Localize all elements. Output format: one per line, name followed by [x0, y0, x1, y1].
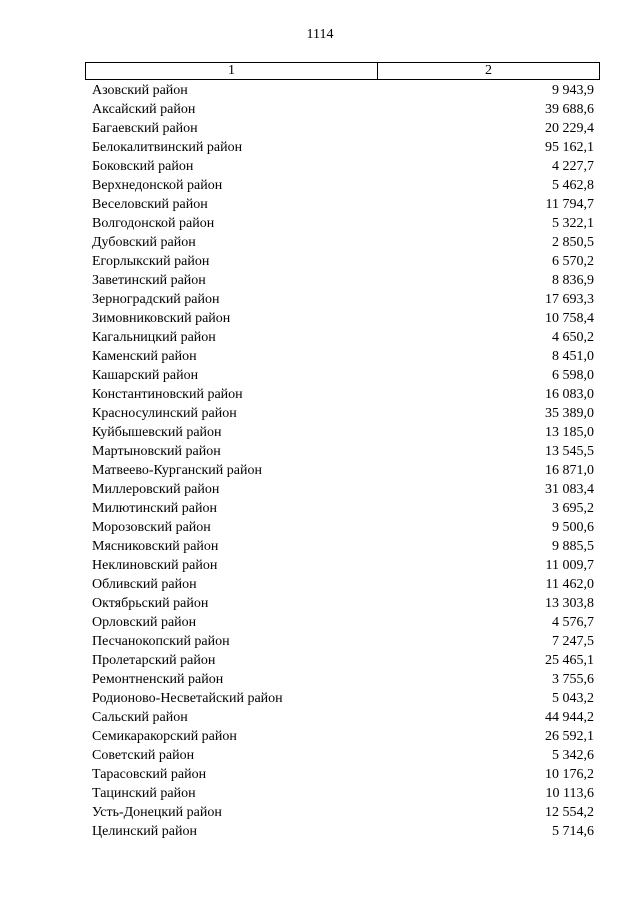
table-row [85, 632, 600, 651]
district-name: Заветинский район [92, 273, 206, 288]
district-value: 8 451,0 [552, 349, 594, 364]
table-row [85, 480, 600, 499]
district-name: Обливский район [92, 577, 197, 592]
district-name: Красносулинский район [92, 406, 237, 421]
district-value: 16 871,0 [545, 463, 594, 478]
district-name: Ремонтненский район [92, 672, 224, 687]
table-row [85, 100, 600, 119]
district-name: Куйбышевский район [92, 425, 222, 440]
district-value: 39 688,6 [545, 102, 594, 117]
district-value: 11 009,7 [545, 558, 594, 573]
district-name: Дубовский район [92, 235, 196, 250]
district-value: 9 500,6 [552, 520, 594, 535]
district-value: 11 794,7 [545, 197, 594, 212]
district-value: 31 083,4 [545, 482, 594, 497]
table-row [85, 176, 600, 195]
district-name: Семикаракорский район [92, 729, 237, 744]
table-row [85, 385, 600, 404]
district-value: 4 650,2 [552, 330, 594, 345]
table-row [85, 803, 600, 822]
district-name: Тацинский район [92, 786, 196, 801]
district-value: 11 462,0 [545, 577, 594, 592]
table-row [85, 689, 600, 708]
district-value: 25 465,1 [545, 653, 594, 668]
district-value: 9 885,5 [552, 539, 594, 554]
table-row [85, 784, 600, 803]
district-name: Орловский район [92, 615, 197, 630]
table-row [85, 347, 600, 366]
district-name: Родионово-Несветайский район [92, 691, 283, 706]
table-row [85, 271, 600, 290]
table-row [85, 575, 600, 594]
district-name: Аксайский район [92, 102, 196, 117]
district-name: Песчанокопский район [92, 634, 230, 649]
district-value: 5 342,6 [552, 748, 594, 763]
district-name: Неклиновский район [92, 558, 218, 573]
district-value: 7 247,5 [552, 634, 594, 649]
district-name: Миллеровский район [92, 482, 220, 497]
table-row [85, 195, 600, 214]
district-value: 35 389,0 [545, 406, 594, 421]
table-row [85, 423, 600, 442]
district-value: 10 176,2 [545, 767, 594, 782]
district-name: Волгодонской район [92, 216, 215, 231]
table-row [85, 765, 600, 784]
table-row [85, 499, 600, 518]
table-row [85, 461, 600, 480]
district-name: Тарасовский район [92, 767, 207, 782]
district-name: Веселовский район [92, 197, 208, 212]
district-name: Усть-Донецкий район [92, 805, 222, 820]
district-name: Кагальницкий район [92, 330, 216, 345]
table-row [85, 138, 600, 157]
district-name: Азовский район [92, 83, 188, 98]
district-name: Зимовниковский район [92, 311, 231, 326]
district-value: 95 162,1 [545, 140, 594, 155]
table-row [85, 594, 600, 613]
page-number: 1114 [306, 27, 334, 42]
table-row [85, 670, 600, 689]
district-value: 5 714,6 [552, 824, 594, 839]
table-row [85, 328, 600, 347]
district-name: Зерноградский район [92, 292, 220, 307]
district-value: 3 755,6 [552, 672, 594, 687]
district-name: Кашарский район [92, 368, 199, 383]
table-row [85, 613, 600, 632]
district-value: 9 943,9 [552, 83, 594, 98]
column-header-2: 2 [485, 63, 492, 78]
district-value: 5 043,2 [552, 691, 594, 706]
table-row [85, 556, 600, 575]
district-value: 13 545,5 [545, 444, 594, 459]
column-header-1: 1 [86, 63, 378, 79]
district-name: Боковский район [92, 159, 194, 174]
district-name: Мартыновский район [92, 444, 221, 459]
district-value: 13 185,0 [545, 425, 594, 440]
table-row [85, 252, 600, 271]
district-name: Октябрьский район [92, 596, 209, 611]
district-value: 5 462,8 [552, 178, 594, 193]
district-value: 44 944,2 [545, 710, 594, 725]
table-row [85, 442, 600, 461]
district-name: Верхнедонской район [92, 178, 223, 193]
district-name: Пролетарский район [92, 653, 216, 668]
district-name: Сальский район [92, 710, 188, 725]
table-row [85, 537, 600, 556]
table-row [85, 309, 600, 328]
district-value: 26 592,1 [545, 729, 594, 744]
table-row [85, 81, 600, 100]
table-row [85, 727, 600, 746]
table-row [85, 233, 600, 252]
district-name: Мясниковский район [92, 539, 219, 554]
table-header [85, 62, 600, 80]
district-name: Морозовский район [92, 520, 211, 535]
district-value: 10 758,4 [545, 311, 594, 326]
district-name: Белокалитвинский район [92, 140, 243, 155]
table-row [85, 366, 600, 385]
district-value: 6 570,2 [552, 254, 594, 269]
district-name: Егорлыкский район [92, 254, 210, 269]
district-value: 20 229,4 [545, 121, 594, 136]
district-value: 4 227,7 [552, 159, 594, 174]
district-value: 5 322,1 [552, 216, 594, 231]
table-row [85, 157, 600, 176]
district-value: 13 303,8 [545, 596, 594, 611]
district-name: Матвеево-Курганский район [92, 463, 262, 478]
district-value: 10 113,6 [545, 786, 594, 801]
district-name: Милютинский район [92, 501, 218, 516]
table-row [85, 822, 600, 841]
district-name: Целинский район [92, 824, 197, 839]
district-value: 16 083,0 [545, 387, 594, 402]
district-name: Каменский район [92, 349, 197, 364]
table-row [85, 708, 600, 727]
district-name: Советский район [92, 748, 195, 763]
table-row [85, 651, 600, 670]
district-value: 17 693,3 [545, 292, 594, 307]
table-row [85, 746, 600, 765]
district-value: 3 695,2 [552, 501, 594, 516]
district-value: 8 836,9 [552, 273, 594, 288]
table-row [85, 290, 600, 309]
table-row [85, 214, 600, 233]
district-name: Константиновский район [92, 387, 243, 402]
district-value: 6 598,0 [552, 368, 594, 383]
table-row [85, 404, 600, 423]
table-row [85, 119, 600, 138]
table-body [85, 81, 600, 841]
table-row [85, 518, 600, 537]
district-value: 12 554,2 [545, 805, 594, 820]
district-value: 2 850,5 [552, 235, 594, 250]
district-name: Багаевский район [92, 121, 198, 136]
district-value: 4 576,7 [552, 615, 594, 630]
